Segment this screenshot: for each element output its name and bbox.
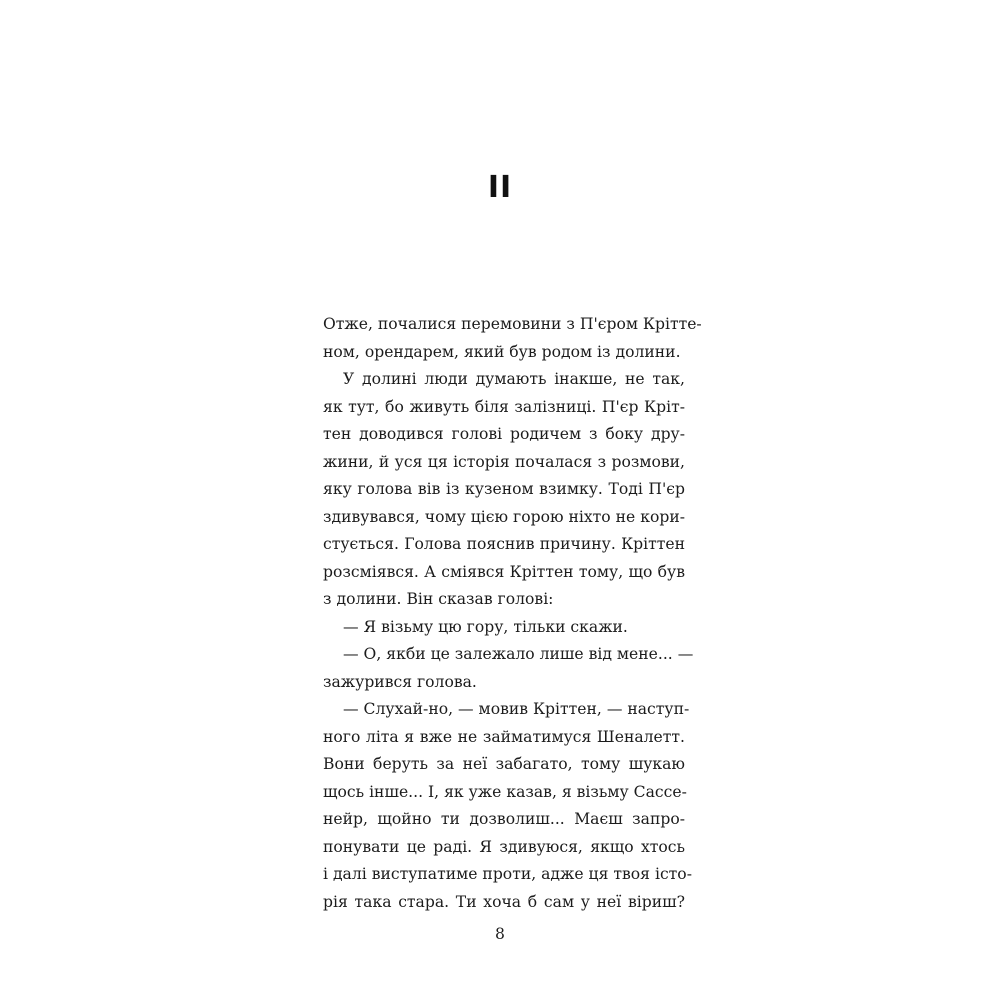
text-line: — Слухай-но, — мовив Кріттен, — наступ-	[343, 700, 690, 718]
text-line: розсміявся. А сміявся Кріттен тому, що був	[323, 562, 685, 581]
text-line: ного літа я вже не займатимуся Шеналетт.	[323, 727, 685, 746]
text-line: з долини. Він сказав голові:	[323, 590, 554, 608]
text-line: тен доводився голові родичем з боку дру-	[323, 425, 685, 443]
text-line: і далі виступатиме проти, адже ця твоя істо-	[323, 865, 692, 883]
text-line: У долині люди думають інакше, не так,	[343, 370, 685, 388]
text-line: Отже, почалися перемовини з П'єром Кріттe-	[323, 315, 702, 333]
text-line: жини, й уся ця історія почалася з розмови,	[323, 452, 685, 471]
text-line: рія така стара. Ти хоча б сам у неї віриш?	[323, 892, 685, 911]
text-line: щось інше... І, як уже казав, я візьму Сассе-	[323, 782, 687, 801]
text-line: — О, якби це залежало лише від мене... —	[343, 645, 694, 663]
text-line: Вони беруть за неї забагато, тому шукаю	[323, 755, 685, 773]
text-line: ном, орендарем, який був родом із долини.	[323, 342, 681, 361]
text-line: яку голова вів із кузеном взимку. Тоді П'єр	[323, 480, 685, 498]
text-line: здивувався, чому цією горою ніхто не кори-	[323, 507, 685, 526]
page-number: 8	[495, 925, 505, 943]
text-line: стується. Голова пояснив причину. Кріттен	[323, 535, 685, 553]
chapter-heading: II	[487, 170, 513, 205]
text-line: зажурився голова.	[323, 672, 477, 691]
text-line: — Я візьму цю гору, тільки скажи.	[343, 617, 628, 636]
text-line: нейр, щойно ти дозволиш... Маєш запро-	[323, 810, 685, 828]
text-line: як тут, бо живуть біля залізниці. П'єр Кріт-	[323, 397, 685, 416]
body-text	[323, 311, 702, 916]
text-line: понувати це раді. Я здивуюся, якщо хтось	[323, 837, 685, 856]
